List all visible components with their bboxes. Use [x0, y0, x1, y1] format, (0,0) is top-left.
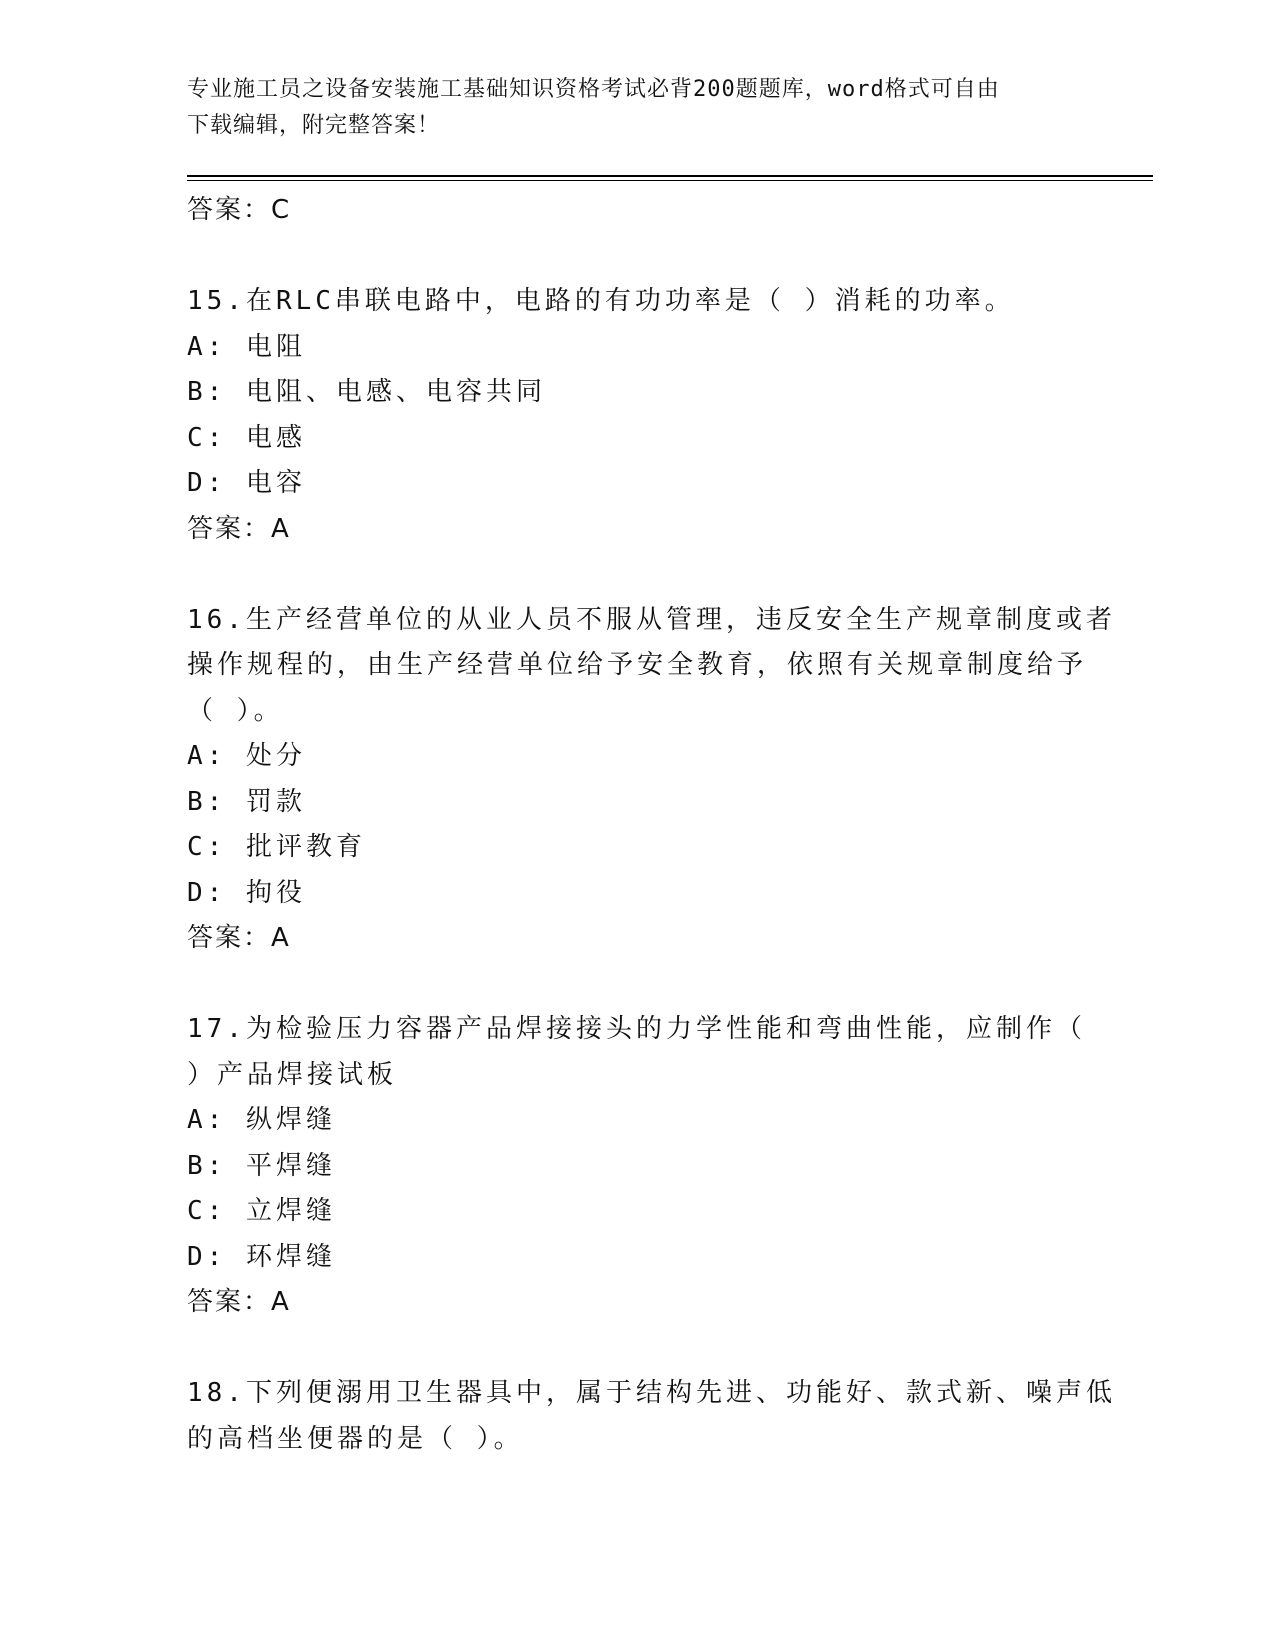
question-16	[187, 598, 1116, 962]
option-c: C: 立焊缝	[187, 1196, 336, 1226]
question-stem: 16.生产经营单位的从业人员不服从管理，违反安全生产规章制度或者	[187, 604, 1116, 635]
question-17	[187, 1007, 1087, 1326]
option-b: B: 电阻、电感、电容共同	[187, 377, 546, 407]
option-a: A: 处分	[187, 741, 306, 771]
question-stem: ）产品焊接试板	[187, 1059, 398, 1090]
option-d: D: 拘役	[187, 877, 306, 908]
option-c: C: 电感	[187, 422, 306, 453]
question-15	[187, 279, 1087, 552]
question-stem: 18.下列便溺用卫生器具中，属于结构先进、功能好、款式新、噪声低	[187, 1378, 1116, 1408]
question-stem: 操作规程的，由生产经营单位给予安全教育，依照有关规章制度给予	[187, 650, 1088, 680]
option-b: B: 平焊缝	[187, 1150, 336, 1181]
spacer	[187, 962, 1087, 1008]
option-a: A: 电阻	[187, 331, 306, 362]
header-rule-thin	[187, 180, 1153, 181]
header-line-2: 下载编辑，附完整答案！	[187, 113, 441, 138]
question-stem: 的高档坐便器的是（ ）。	[187, 1423, 524, 1454]
option-a: A: 纵焊缝	[187, 1105, 336, 1135]
question-stem: （ ）。	[187, 695, 284, 726]
answer-line: 答案：C	[187, 195, 292, 225]
option-d: D: 电容	[187, 468, 306, 498]
option-b: B: 罚款	[187, 786, 306, 817]
option-d: D: 环焊缝	[187, 1241, 336, 1272]
question-18	[187, 1371, 1116, 1462]
document-body	[187, 188, 1116, 1462]
answer-line: 答案：A	[187, 923, 291, 953]
spacer	[187, 1326, 1087, 1372]
header-rule-thick	[187, 175, 1153, 177]
question-stem: 17.为检验压力容器产品焊接接头的力学性能和弯曲性能，应制作（	[187, 1014, 1086, 1044]
option-c: C: 批评教育	[187, 832, 366, 862]
answer-line: 答案：A	[187, 1287, 291, 1317]
spacer	[187, 552, 1087, 598]
question-stem: 15.在RLC串联电路中，电路的有功功率是（ ）消耗的功率。	[187, 286, 1015, 316]
answer-line: 答案：A	[187, 513, 291, 544]
spacer	[187, 234, 1087, 280]
document-header	[187, 72, 1067, 144]
header-line-1: 专业施工员之设备安装施工基础知识资格考试必背200题题库，word格式可自由	[187, 77, 1000, 102]
